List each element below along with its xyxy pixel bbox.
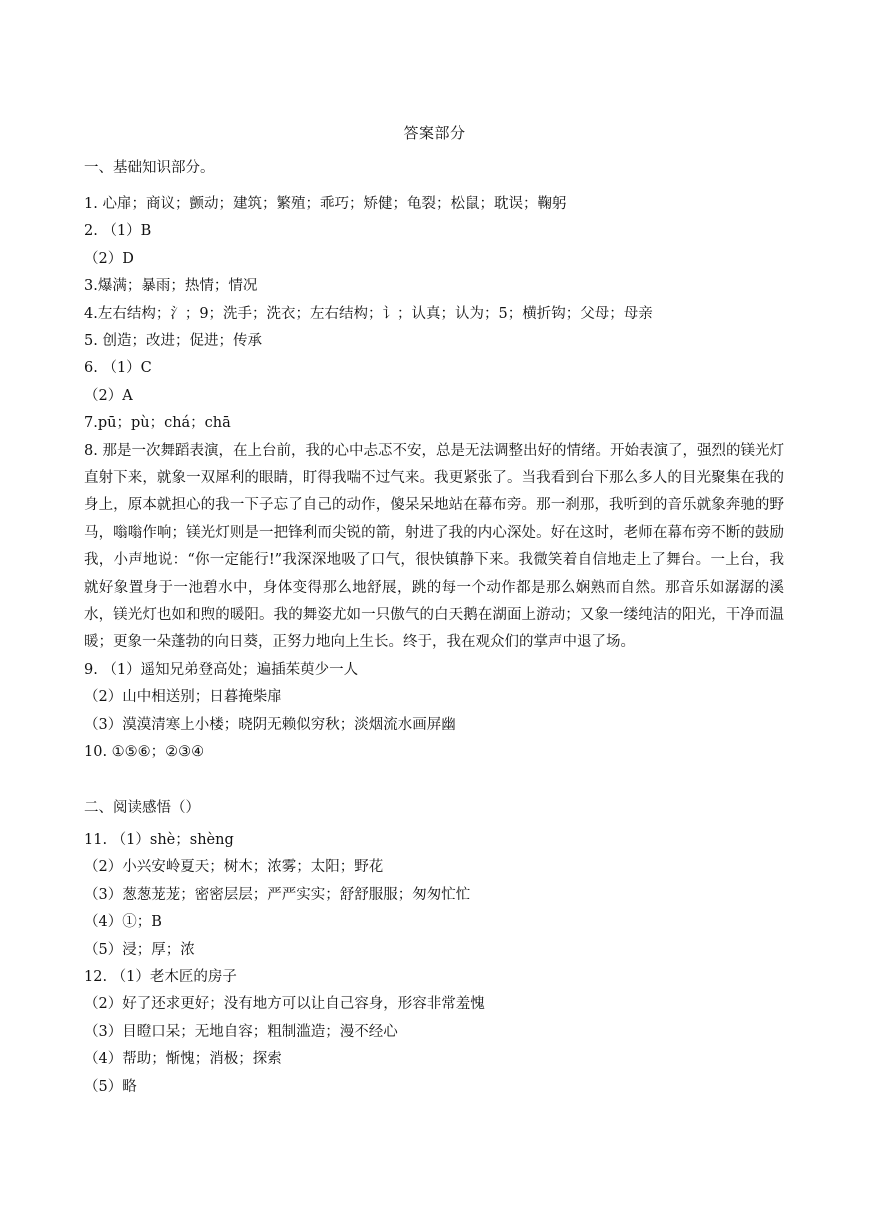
answer-line-11-1: 11. （1）shè；shèng [84, 832, 234, 848]
answer-line-1: 1. 心扉；商议；颤动；建筑；繁殖；乖巧；矫健；龟裂；松鼠；耽误；鞠躬 [84, 196, 567, 212]
answer-line-11-2: （2）小兴安岭夏天；树木；浓雾；太阳；野花 [84, 859, 384, 876]
answer-line-10: 10. ①⑤⑥；②③④ [84, 743, 205, 760]
answer-line-11-3: （3）葱葱茏茏；密密层层；严严实实；舒舒服服；匆匆忙忙 [84, 886, 471, 903]
answer-line-2-2: （2）D [84, 250, 134, 267]
section1-answers [84, 191, 784, 766]
answer-line-3: 3.爆满；暴雨；热情；情况 [84, 278, 258, 295]
answer-line-12-5: （5）略 [84, 1078, 137, 1095]
answer-line-6-2: （2）A [84, 387, 133, 404]
section-heading-reading: 二、阅读感悟（） [84, 800, 200, 816]
section-heading-basic-knowledge: 一、基础知识部分。 [84, 160, 215, 176]
answer-line-9-3: （3）漠漠清寒上小楼；晓阴无赖似穷秋；淡烟流水画屏幽 [84, 716, 456, 733]
answer-line-12-2: （2）好了还求更好；没有地方可以让自己容身，形容非常羞愧 [84, 996, 485, 1013]
page-title: 答案部分 [403, 124, 466, 142]
answer-line-7: 7.pū；pù；chá；chā [84, 415, 231, 432]
answer-essay-8: 8. 那是一次舞蹈表演，在上台前，我的心中忐忑不安，总是无法调整出好的情绪。开始表演了，强烈的镁光灯直射下来，就象一双犀利的眼睛，盯得我喘不过气来。我更紧张了。当我看到台下那么多人的目光聚集在我的身上，原本就担心的我一下子忘了自己的动作，傻呆呆地站在幕布旁。那一刹那，我听到的音乐就象奔驰的野马，嗡嗡作响；镁光灯则是一把锋利而尖锐的箭，射进了我的内心深处。好在这时，老师在幕布旁不断的鼓励我，小声地说：“你一定能行!”我深深地吸了口气，很快镇静下来。我微笑着自信地走上了舞台。一上台，我就好象置身于一池碧水中，身体变得那么地舒展，跳的每一个动作都是那么娴熟而自然。那音乐如潺潺的溪水，镁光灯也如和煦的暖阳。我的舞姿尤如一只傲气的白天鹅在湖面上游动；又象一缕纯洁的阳光，干净而温暖；更象一朵蓬勃的向日葵，正努力地向上生长。终于，我在观众们的掌声中退了场。 [84, 442, 784, 651]
answer-line-6-1: 6. （1）C [84, 360, 152, 377]
answer-line-12-1: 12. （1）老木匠的房子 [84, 968, 237, 985]
answer-line-5: 5. 创造；改进；促进；传承 [84, 332, 262, 349]
answer-line-9-2: （2）山中相送别；日暮掩柴扉 [84, 689, 282, 706]
section2-answers [84, 827, 784, 1101]
answer-line-4: 4.左右结构；氵；9；洗手；洗衣；左右结构；讠；认真；认为；5；横折钩；父母；母亲 [84, 305, 653, 322]
answer-line-11-5: （5）浸；厚；浓 [84, 941, 195, 958]
answer-line-12-3: （3）目瞪口呆；无地自容；粗制滥造；漫不经心 [84, 1023, 398, 1040]
answer-line-2-1: 2. （1）B [84, 223, 152, 240]
answer-line-9-1: 9. （1）遥知兄弟登高处；遍插茱萸少一人 [84, 661, 359, 678]
answer-line-12-4: （4）帮助；惭愧；消极；探索 [84, 1051, 282, 1068]
answer-line-11-4: （4）①；B [84, 914, 162, 931]
